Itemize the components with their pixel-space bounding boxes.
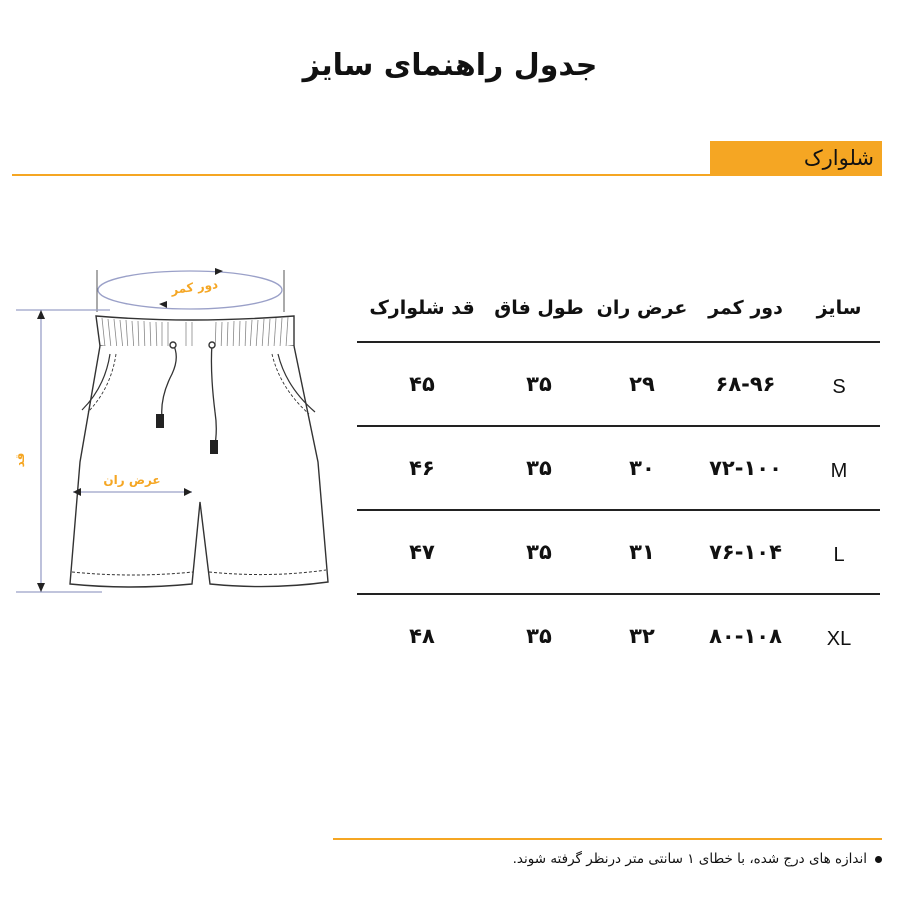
waist-label: دور کمر bbox=[170, 277, 219, 297]
cell-length: ۴۷ bbox=[357, 510, 487, 594]
cell-rise: ۳۵ bbox=[487, 426, 591, 510]
cell-size: L bbox=[798, 510, 880, 594]
cell-size: S bbox=[798, 342, 880, 426]
page-title: جدول راهنمای سایز bbox=[302, 48, 598, 83]
cell-rise: ۳۵ bbox=[487, 342, 591, 426]
header-thigh: عرض ران bbox=[591, 275, 693, 342]
table-row bbox=[357, 594, 880, 677]
header-size: سایز bbox=[798, 275, 880, 342]
waist-measure bbox=[97, 268, 284, 312]
cell-thigh: ۳۰ bbox=[591, 426, 693, 510]
cell-waist: ۷۶-۱۰۴ bbox=[693, 510, 798, 594]
shorts-diagram bbox=[10, 262, 360, 602]
footnote-text: اندازه های درج شده، با خطای ۱ سانتی متر درنظر گرفته شوند. bbox=[512, 851, 867, 867]
section-tab-shorts bbox=[710, 141, 882, 175]
table-row bbox=[357, 426, 880, 510]
cell-size: XL bbox=[826, 627, 852, 650]
header-waist: دور کمر bbox=[693, 275, 798, 342]
shorts-outline-icon bbox=[70, 316, 328, 587]
table-row bbox=[357, 510, 880, 594]
footer-divider bbox=[333, 838, 882, 840]
header-length: قد شلوارک bbox=[357, 275, 487, 342]
table-row bbox=[357, 342, 880, 426]
cell-waist: ۶۸-۹۶ bbox=[693, 342, 798, 426]
section-label: شلوارک bbox=[803, 146, 874, 170]
table-header-row bbox=[357, 275, 880, 342]
cell-thigh: ۲۹ bbox=[591, 342, 693, 426]
footnote bbox=[513, 851, 882, 867]
cell-waist: ۸۰-۱۰۸ bbox=[709, 624, 782, 648]
cell-waist: ۷۲-۱۰۰ bbox=[693, 426, 798, 510]
cell-size: M bbox=[798, 426, 880, 510]
cell-rise: ۳۵ bbox=[487, 510, 591, 594]
cell-length: ۴۸ bbox=[409, 624, 435, 648]
cell-rise: ۳۵ bbox=[526, 624, 552, 648]
length-label: قد bbox=[13, 452, 27, 468]
size-table bbox=[357, 275, 880, 677]
thigh-label: عرض ران bbox=[103, 473, 161, 487]
cell-length: ۴۶ bbox=[357, 426, 487, 510]
cell-thigh: ۳۱ bbox=[591, 510, 693, 594]
bullet-icon bbox=[875, 856, 882, 863]
cell-length: ۴۵ bbox=[357, 342, 487, 426]
header-rise: طول فاق bbox=[487, 275, 591, 342]
cell-thigh: ۳۲ bbox=[629, 624, 655, 648]
